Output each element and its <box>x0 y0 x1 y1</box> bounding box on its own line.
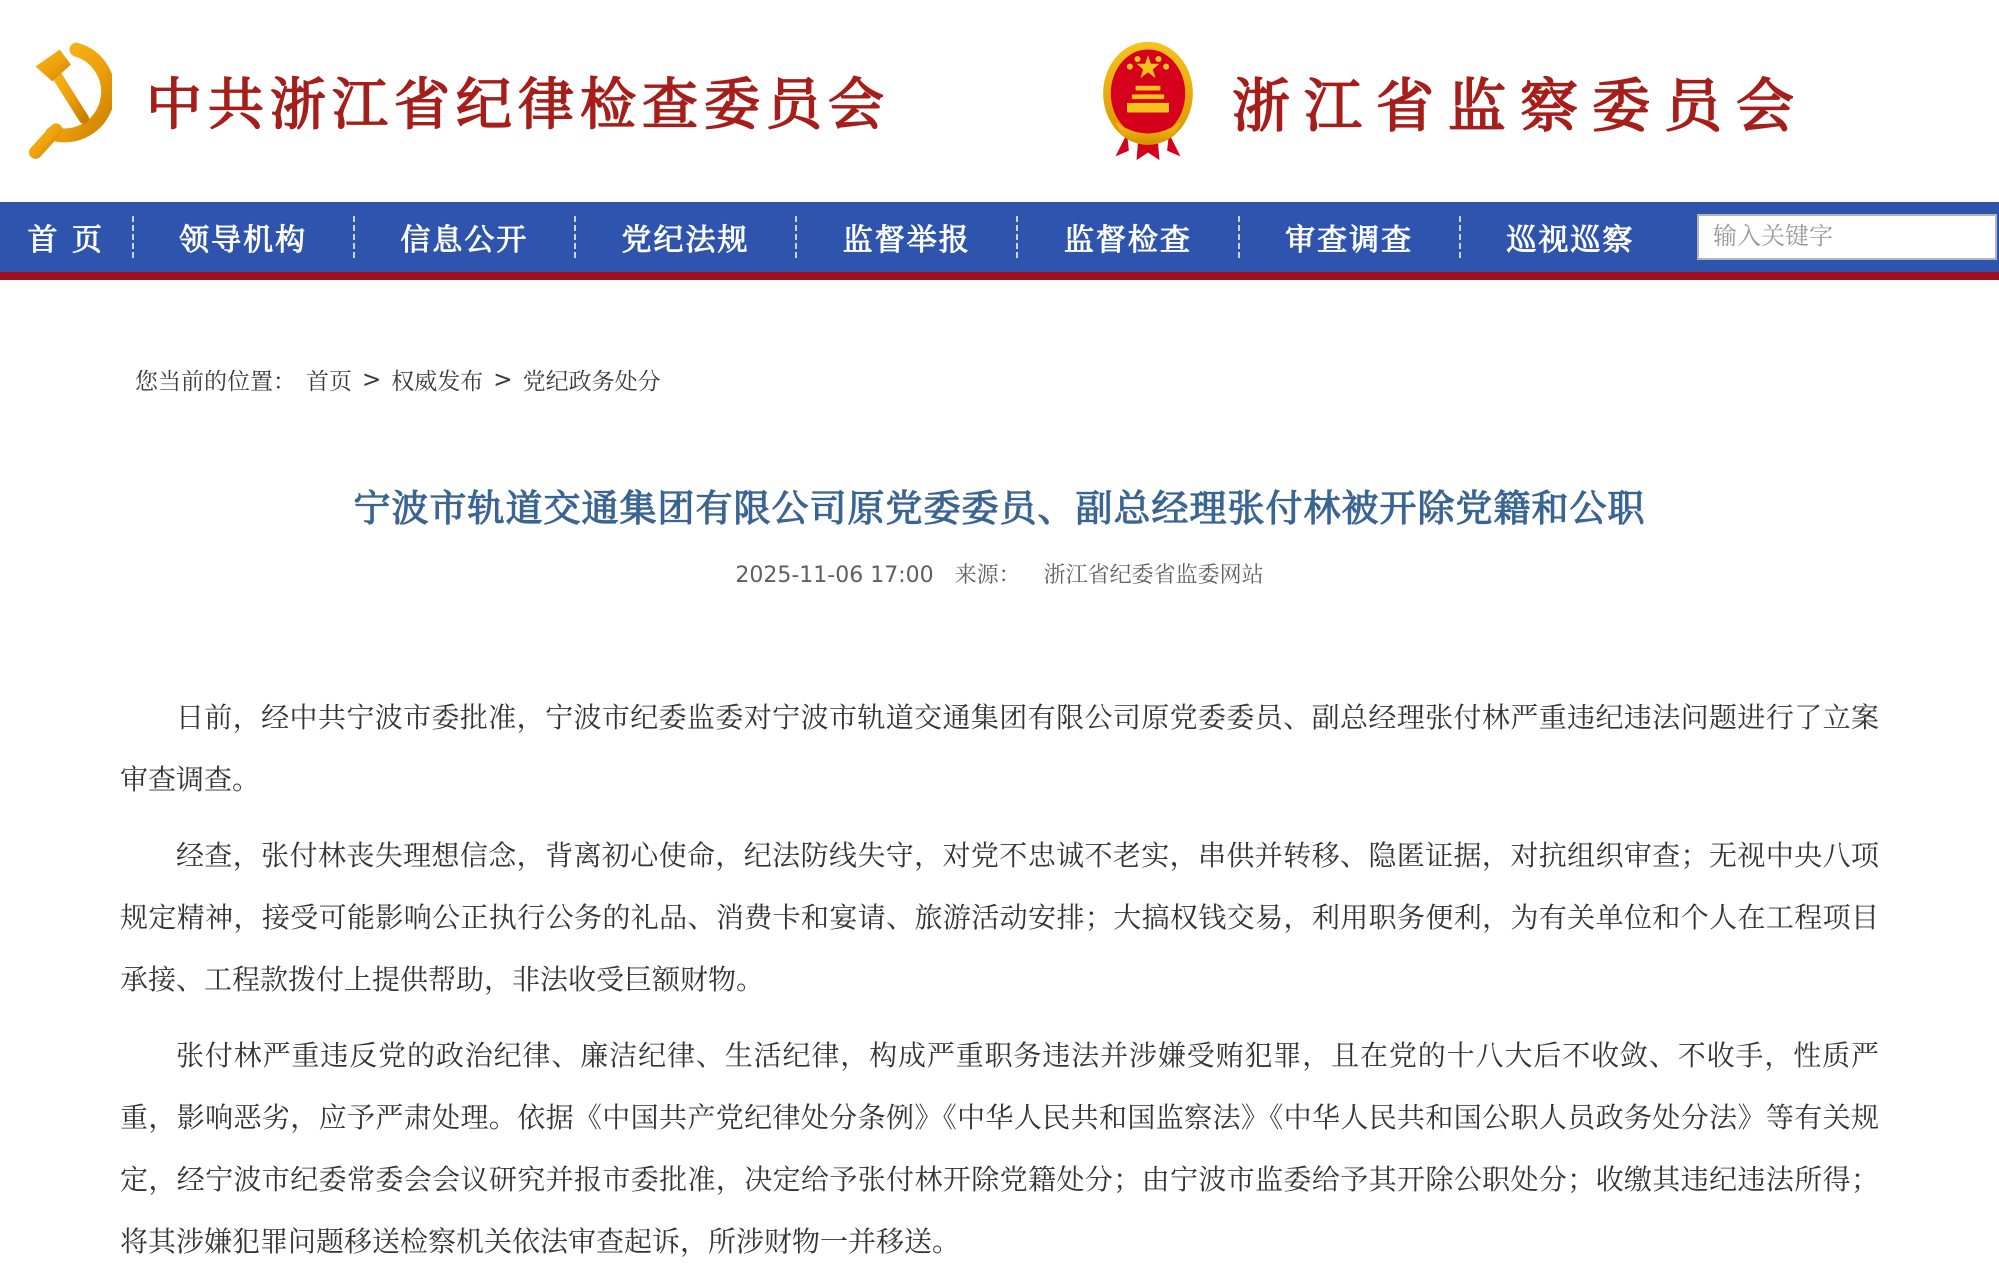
nav-item-report-label: 监督举报 <box>842 223 971 258</box>
nav-item-report[interactable] <box>795 216 1016 258</box>
article-paragraph: 张付林严重违反党的政治纪律、廉洁纪律、生活纪律，构成严重职务违法并涉嫌受贿犯罪，且在党的十八大后不收敛、不收手，性质严重，影响恶劣，应予严肃处理。依据《中国共产党纪律处分条例》《中华人民共和国监察法》《中华人民共和国公职人员政务处分法》等有关规定，经宁波市纪委常委会会议研究并报市委批准，决定给予张付林开除党籍处分；由宁波市监委给予其开除公职处分；收缴其违纪违法所得；将其涉嫌犯罪问题移送检察机关依法审查起诉，所涉财物一并移送。 <box>120 1039 1879 1258</box>
nav-item-inspection-tour[interactable] <box>1459 216 1680 258</box>
nav-item-party-regulations-label: 党纪法规 <box>621 223 750 258</box>
site-header <box>0 0 1999 202</box>
article-source-label: 来源： <box>954 563 1021 588</box>
article-paragraph: 日前，经中共宁波市委批准，宁波市纪委监委对宁波市轨道交通集团有限公司原党委委员、副总经理张付林严重违纪违法问题进行了立案审查调查。 <box>120 701 1879 796</box>
search-input[interactable] <box>1697 214 1997 260</box>
nav-item-review-investigation-label: 审查调查 <box>1285 223 1414 258</box>
article-body <box>120 687 1879 1273</box>
article-meta <box>120 558 1879 589</box>
nav-item-inspection-tour-label: 巡视巡察 <box>1506 223 1635 258</box>
breadcrumb-separator: > <box>362 366 382 393</box>
brand-discipline-commission[interactable] <box>28 42 890 160</box>
nav-item-home[interactable] <box>0 216 132 258</box>
article-paragraph: 经查，张付林丧失理想信念，背离初心使命，纪法防线失守，对党不忠诚不老实，串供并转移、隐匿证据，对抗组织审查；无视中央八项规定精神，接受可能影响公正执行公务的礼品、消费卡和宴请、旅游活动安排；大搞权钱交易，利用职务便利，为有关单位和个人在工程项目承接、工程款拨付上提供帮助，非法收受巨额财物。 <box>120 839 1879 996</box>
article <box>120 478 1879 1273</box>
nav-item-leadership-label: 领导机构 <box>179 223 308 258</box>
main-nav <box>0 202 1999 280</box>
nav-item-supervision-inspection[interactable] <box>1016 216 1237 258</box>
nav-item-supervision-inspection-label: 监督检查 <box>1063 223 1192 258</box>
article-datetime: 2025-11-06 17:00 <box>735 563 934 588</box>
national-emblem-icon <box>1100 38 1196 164</box>
article-title: 宁波市轨道交通集团有限公司原党委委员、副总经理张付林被开除党籍和公职 <box>353 487 1646 530</box>
nav-item-info-disclosure-label: 信息公开 <box>400 223 529 258</box>
brand-supervisory-commission[interactable] <box>1100 38 1808 164</box>
breadcrumb-link-home[interactable]: 首页 <box>306 369 352 395</box>
breadcrumb-separator: > <box>493 366 513 393</box>
nav-items <box>0 202 1680 272</box>
nav-item-review-investigation[interactable] <box>1238 216 1459 258</box>
breadcrumb-current-section[interactable]: 党纪政务处分 <box>522 369 661 395</box>
site-title-discipline-commission: 中共浙江省纪律检查委员会 <box>146 72 890 138</box>
article-source: 浙江省纪委省监委网站 <box>1043 563 1264 588</box>
breadcrumb-label: 您当前的位置： <box>135 369 296 395</box>
nav-item-party-regulations[interactable] <box>574 216 795 258</box>
search-box <box>1697 214 1999 260</box>
breadcrumb-link-authoritative-release[interactable]: 权威发布 <box>391 369 484 395</box>
breadcrumb <box>135 363 1999 396</box>
nav-item-info-disclosure[interactable] <box>353 216 574 258</box>
nav-item-home-label: 首 页 <box>27 223 104 258</box>
party-emblem-icon <box>28 42 112 160</box>
site-title-supervisory-commission: 浙江省监察委员会 <box>1232 72 1809 140</box>
nav-item-leadership[interactable] <box>132 216 353 258</box>
